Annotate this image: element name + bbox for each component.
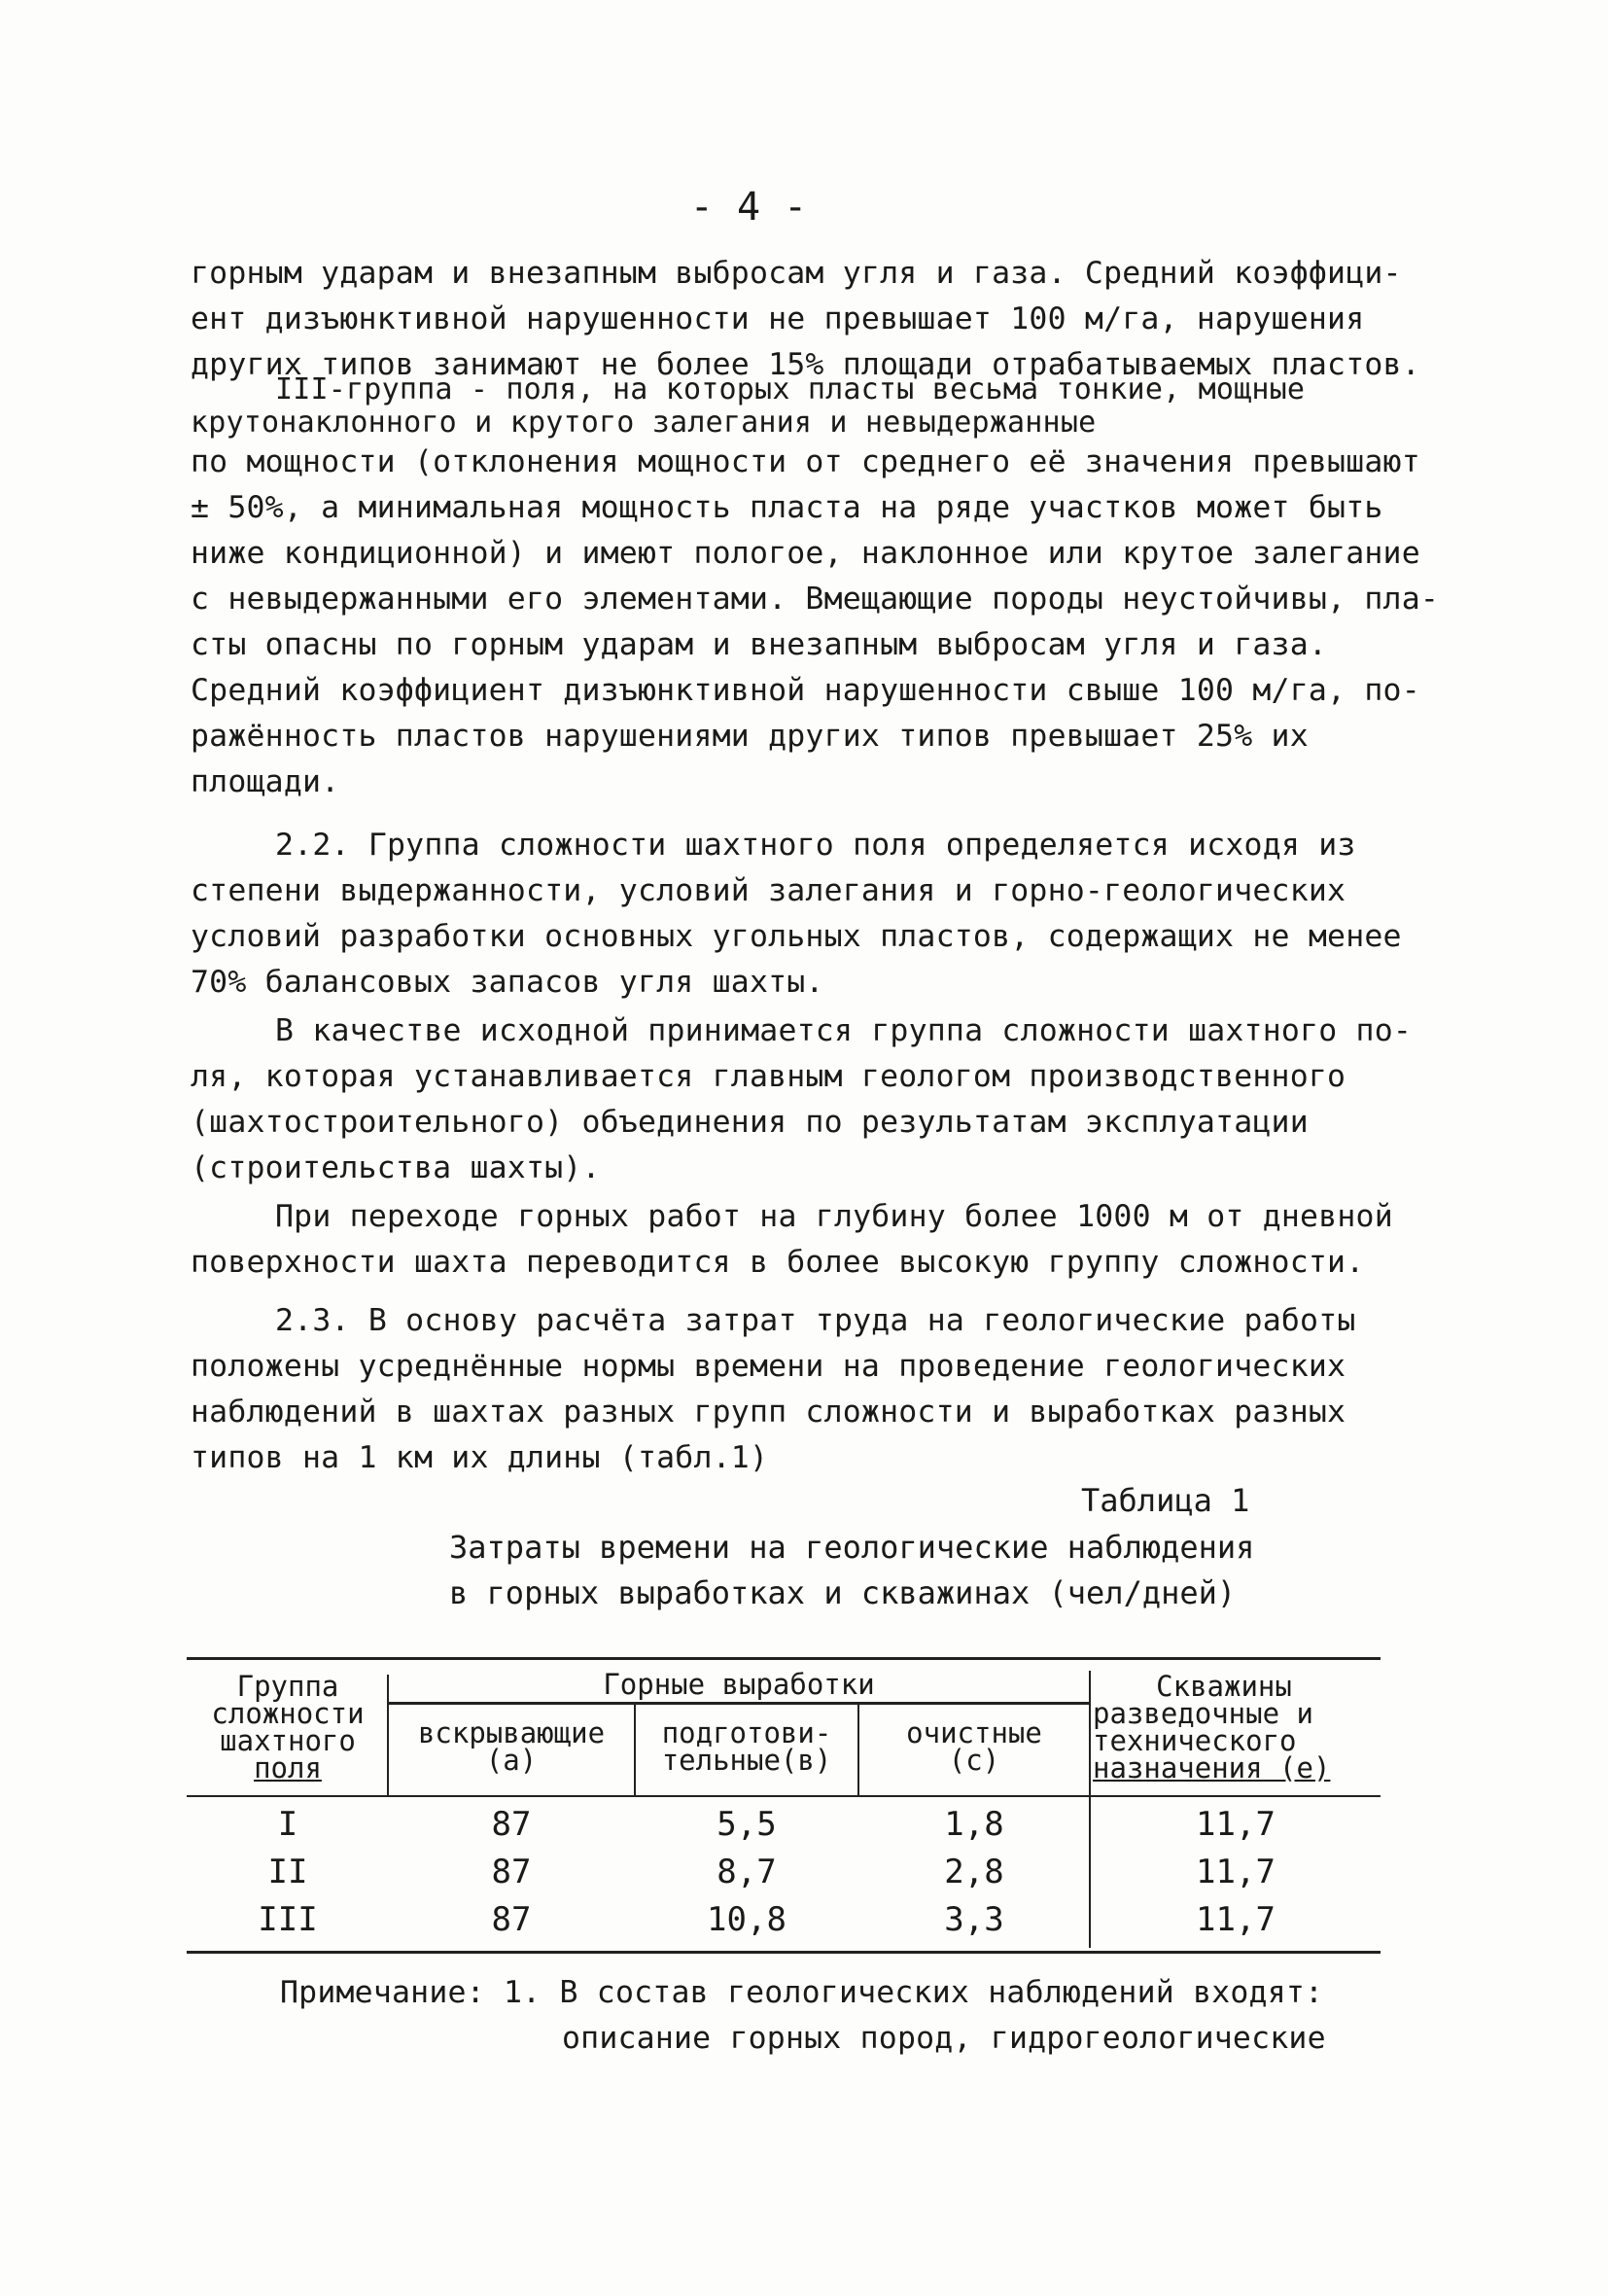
text-line: 70% балансовых запасов угля шахты. <box>191 965 824 1000</box>
text-line: В качестве исходной принимается группа сложности шахтного по- <box>275 1013 1413 1048</box>
text-line: ражённость пластов нарушениями других типов превышает 25% их <box>191 719 1309 754</box>
header-mine-workings: Горные выработки <box>603 1668 875 1701</box>
cell-preparatory: 10,8 <box>707 1900 787 1939</box>
table-rule-bottom <box>187 1951 1381 1954</box>
table-note: Примечание: 1. В состав геологических наблюдений входят: <box>280 1975 1324 2010</box>
table-title: в горных выработках и скважинах (чел/дней) <box>449 1574 1237 1611</box>
page-number: - 4 - <box>689 185 808 230</box>
cell-wells: 11,7 <box>1196 1853 1276 1891</box>
header-opening: вскрывающие (а) <box>417 1716 606 1777</box>
table-rule-mid <box>389 1702 1089 1705</box>
cell-group: II <box>267 1853 308 1891</box>
cell-preparatory: 8,7 <box>717 1853 777 1891</box>
paragraph-2-2: 2.2. Группа сложности шахтного поля определяется исходя из <box>275 828 1356 863</box>
text-line: с невыдержанными его элементами. Вмещающие породы неустойчивы, пла- <box>191 582 1440 617</box>
table-rule-header <box>187 1795 1381 1797</box>
table-title: Затраты времени на геологические наблюдения <box>449 1529 1255 1566</box>
text-line: Средний коэффициент дизъюнктивной нарушенности свыше 100 м/га, по- <box>191 673 1420 708</box>
table-rule-top <box>187 1657 1381 1660</box>
text-line: степени выдержанности, условий залегания и горно-геологических <box>191 873 1346 908</box>
cell-opening: 87 <box>491 1805 532 1844</box>
header-stoping: очистные (с) <box>906 1716 1042 1777</box>
text-line: ниже кондиционной) и имеют пологое, наклонное или крутое залегание <box>191 536 1420 571</box>
header-wells: Скважины разведочные и технического назначения (е) <box>1093 1670 1331 1784</box>
cell-preparatory: 5,5 <box>717 1805 777 1844</box>
text-line: наблюдений в шахтах разных групп сложности и выработках разных <box>191 1395 1346 1430</box>
text-line: по мощности (отклонения мощности от среднего её значения превышают <box>191 444 1420 479</box>
text-line: (строительства шахты). <box>191 1150 601 1185</box>
text-line: положены усреднённые нормы времени на проведение геологических <box>191 1349 1346 1384</box>
cell-stoping: 3,3 <box>944 1900 1004 1939</box>
text-line: горным ударам и внезапным выбросам угля и газа. Средний коэффици- <box>191 256 1402 291</box>
cell-stoping: 1,8 <box>944 1805 1004 1844</box>
text-line: III-группа - поля, на которых пласты весьма тонкие, мощные <box>275 372 1306 406</box>
text-line: сты опасны по горным ударам и внезапным выбросам угля и газа. <box>191 627 1328 662</box>
cell-wells: 11,7 <box>1196 1805 1276 1844</box>
text-line: ля, которая устанавливается главным геологом производственного <box>191 1059 1346 1094</box>
paragraph-2-3: 2.3. В основу расчёта затрат труда на геологические работы <box>275 1303 1356 1338</box>
text-line: При переходе горных работ на глубину более 1000 м от дневной <box>275 1199 1393 1234</box>
header-preparatory: подготови- тельные(в) <box>661 1716 832 1777</box>
text-line: условий разработки основных угольных пластов, содержащих не менее <box>191 919 1402 954</box>
cell-group: III <box>258 1900 318 1939</box>
cell-opening: 87 <box>491 1900 532 1939</box>
table-label: Таблица 1 <box>1081 1482 1250 1519</box>
cell-stoping: 2,8 <box>944 1853 1004 1891</box>
text-line: типов на 1 км их длины (табл.1) <box>191 1440 769 1475</box>
header-group: Группа сложности шахтного поля <box>211 1670 365 1784</box>
text-line: площади. <box>191 764 340 799</box>
cell-group: I <box>277 1805 298 1844</box>
text-line: поверхности шахта переводится в более высокую группу сложности. <box>191 1245 1365 1280</box>
text-line: (шахтостроительного) объединения по результатам эксплуатации <box>191 1105 1309 1140</box>
text-line: ± 50%, а минимальная мощность пласта на ряде участков может быть <box>191 490 1383 525</box>
cell-opening: 87 <box>491 1853 532 1891</box>
text-line: ент дизъюнктивной нарушенности не превышает 100 м/га, нарушения <box>191 301 1365 336</box>
text-line: других типов занимают не более 15% площади отрабатываемых пластов. <box>191 347 1420 382</box>
text-line: крутонаклонного и крутого залегания и невыдержанные <box>191 406 1097 440</box>
cell-wells: 11,7 <box>1196 1900 1276 1939</box>
table-note: описание горных пород, гидрогеологические <box>562 2021 1326 2056</box>
